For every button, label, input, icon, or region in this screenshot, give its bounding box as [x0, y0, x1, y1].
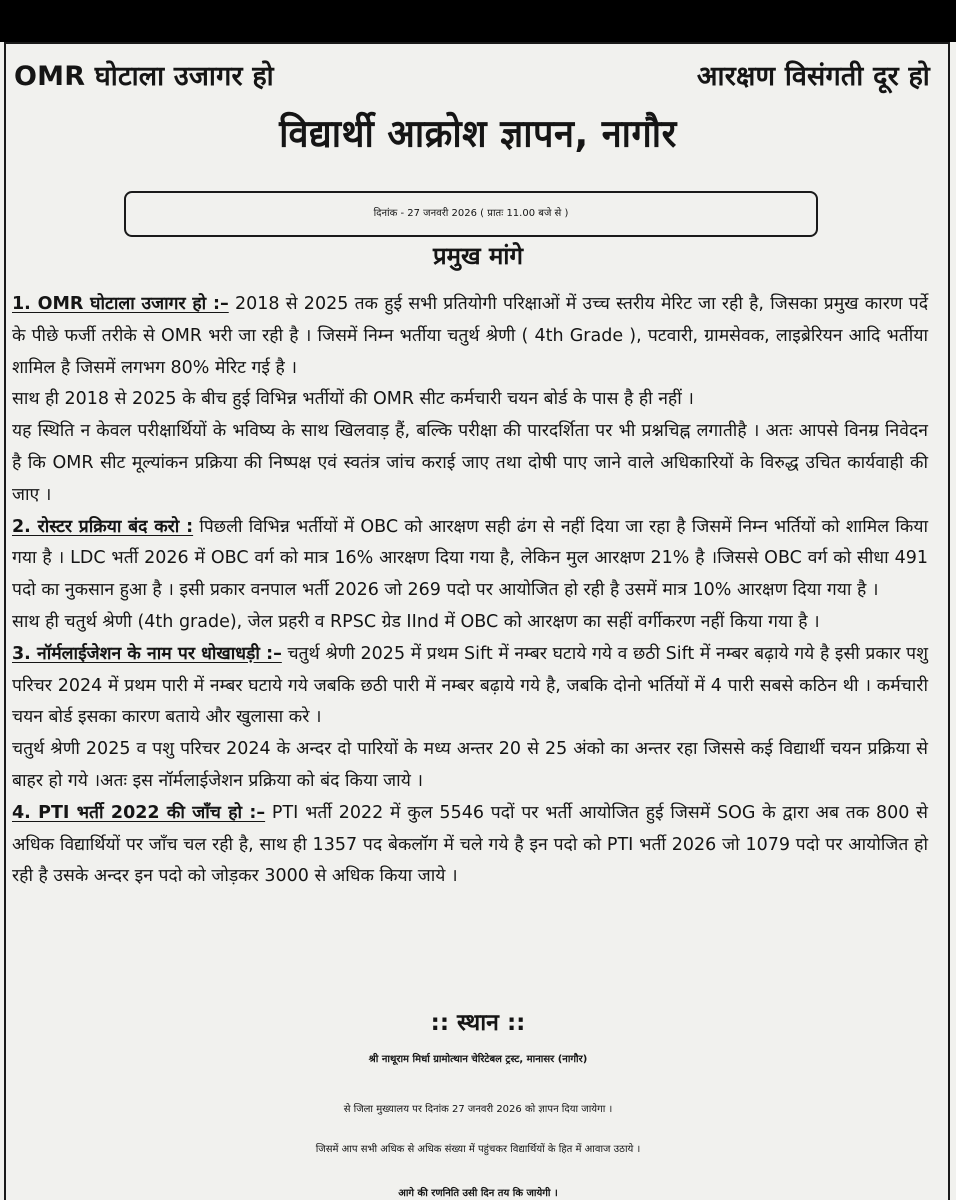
demand-2-paragraph-2: साथ ही चतुर्थ श्रेणी (4th grade), जेल प्रहरी व RPSC ग्रेड IInd में OBC को आरक्षण का सहीं वर्गीकरण नहीं किया गया है ।: [12, 611, 820, 632]
venue-name: श्री नाथूराम मिर्धा ग्रामोत्थान चेरिटेबल ट्रस्ट, मानासर (नागौर): [368, 1054, 588, 1065]
venue-date-line: से जिला मुख्यालय पर दिनांक 27 जनवरी 2026 को ज्ञापन दिया जायेगा ।: [343, 1104, 613, 1115]
demand-1-text: 2018 से 2025 तक हुई सभी प्रतियोगी परिक्षाओं में उच्च स्तरीय मेरिट जा रही है, जिसका प्रमुख कारण पर्दे के पीछे फर्जी तरीके से OMR भरी जा रही है । जिसमें निम्न भर्तीया चतुर्थ श्रेणी ( 4th Grade ), पटवारी, ग्रामसेवक, लाइब्रेरियन आदि भर्तीया शामिल है जिसमें लगभग 80% मेरिट गई है ।: [12, 294, 928, 378]
demand-2-heading: 2. रोस्टर प्रक्रिया बंद करो :: [12, 516, 194, 537]
demand-2-text: पिछली विभिन्न भर्तीयों में OBC को आरक्षण सही ढंग से नहीं दिया जा रहा है जिसमें निम्न भर्तियों को शामिल किया गया है । LDC भर्ती 2026 में OBC वर्ग को मात्र 16% आरक्षण दिया गया है, लेकिन मुल आरक्षण 21% है ।जिससे OBC वर्ग को सीधा 491 पदो का नुकसान हुआ है । इसी प्रकार वनपाल भर्ती 2026 जो 269 पदो पर आयोजित हो रही है उसमें मात्र 10% आरक्षण दिया गया है ।: [12, 516, 929, 601]
demand-1-paragraph-2: साथ ही 2018 से 2025 के बीच हुई विभिन्न भर्तीयों की OMR सीट कर्मचारी चयन बोर्ड के पास है ही नहीं ।: [12, 389, 694, 410]
demand-1-paragraph-3: यह स्थिति न केवल परीक्षार्थियों के भविष्य के साथ खिलवाड़ हैं, बल्कि परीक्षा की पारदर्शिता पर भी प्रश्नचिह्न लगातीहै । अतः आपसे विनम्र निवेदन है कि OMR सीट मूल्यांकन प्रक्रिया की निष्पक्ष एवं स्वतंत्र जांच कराई जाए तथा दोषी पाए जाने वाले अधिकारियों के विरुद्ध उचित कार्यवाही की जाए ।: [12, 421, 928, 505]
demands-list: [12, 289, 928, 893]
demand-3-heading: 3. नॉर्मलाईजेशन के नाम पर धोखाधड़ी :–: [12, 643, 282, 664]
reservation-tagline: आरक्षण विसंगती दूर हो: [696, 61, 930, 92]
demand-2-paragraph: [12, 512, 928, 607]
demand-4-paragraph: [12, 798, 928, 893]
demand-1-heading: 1. OMR घोटाला उजागर हो :–: [12, 294, 229, 314]
demand-3-paragraph: [12, 639, 928, 734]
demand-3-paragraph-2: चतुर्थ श्रेणी 2025 व पशु परिचर 2024 के अन्दर दो पारियों के मध्य अन्तर 20 से 25 अंको का अन्तर रहा जिससे कई विद्यार्थी चयन प्रक्रिया से बाहर हो गये ।अतः इस नॉर्मलाईजेशन प्रक्रिया को बंद किया जाये ।: [12, 739, 928, 791]
memorandum-poster: [0, 42, 956, 1200]
demand-4-heading: 4. PTI भर्ती 2022 की जाँच हो :–: [12, 802, 266, 823]
closing-line: आगे की रणनिति उसी दिन तय कि जायेगी ।: [398, 1188, 558, 1199]
demand-4-text: PTI भर्ती 2022 में कुल 5546 पदों पर भर्ती आयोजित हुई जिसमें SOG के द्वारा अब तक 800 से अधिक विद्यार्थियों पर जाँच चल रही है, साथ ही 1357 पद बेकलॉग में चले गये है इन पदो को PTI भर्ती 2026 जो 1079 पदो पर आयोजित हो रही है उसके अन्दर इन पदो को जोड़कर 3000 से अधिक किया जाये ।: [12, 802, 928, 887]
poster-title: विद्यार्थी आक्रोश ज्ञापन, नागौर: [279, 112, 677, 157]
omr-scam-tagline: OMR घोटाला उजागर हो: [14, 61, 274, 92]
main-demands-heading: प्रमुख मांगे: [432, 242, 524, 270]
participation-appeal: जिसमें आप सभी अधिक से अधिक संख्या में पहुंचकर विद्यार्थियों के हित में आवाज उठाये ।: [315, 1144, 641, 1155]
demand-1-paragraph: [12, 289, 928, 384]
demand-3-text: चतुर्थ श्रेणी 2025 में प्रथम Sift में नम्बर घटाये गये व छठी Sift में नम्बर बढ़ाये गये है इसी प्रकार पशु परिचर 2024 में प्रथम पारी में नम्बर घटाये गये जबकि छठी पारी में नम्बर बढ़ाये गये है, जबकि दोनो भर्तियों में 4 पारी सबसे कठिन थी । कर्मचारी चयन बोर्ड इसका कारण बताये और खुलासा करे ।: [12, 643, 928, 728]
date-time-box: दिनांक - 27 जनवरी 2026 ( प्रातः 11.00 बजे से ): [124, 191, 818, 237]
venue-label: :: स्थान ::: [430, 1010, 526, 1036]
